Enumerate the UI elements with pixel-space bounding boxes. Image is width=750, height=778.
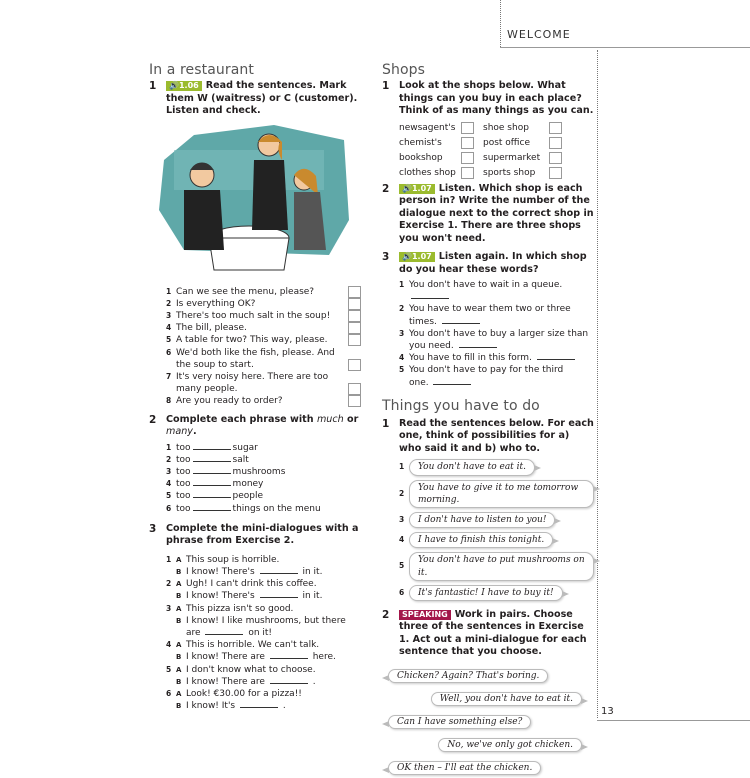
answer-blank[interactable] <box>205 627 243 635</box>
dialogue-line-a <box>166 688 361 700</box>
item-number: 6 <box>399 587 405 597</box>
exercise-3: 3 🔊1.07 Listen again. In which shop do you hear these words? <box>382 251 587 275</box>
exercise-1b: 1 Read the sentences below. For each one, think of possibilities for a) who said it and b) who to. <box>382 417 594 454</box>
list-item: 5 too people <box>166 491 264 502</box>
answer-box[interactable] <box>549 152 562 164</box>
list-item: 2 too salt <box>166 454 249 465</box>
line-text: here. <box>312 652 336 663</box>
speaker-label: B <box>176 567 182 576</box>
line-text: I know! There are <box>186 676 265 687</box>
line-text <box>186 676 316 688</box>
dialogue-line-a <box>166 554 361 566</box>
dialogue-row <box>388 755 594 778</box>
list-item: 1 Can we see the menu, please? <box>166 286 361 298</box>
item-number: 5 <box>399 365 405 375</box>
speaker-label: A <box>176 689 182 698</box>
answer-blank[interactable] <box>193 503 231 511</box>
exercise-2b: 2 SPEAKING Work in pairs. Choose three of the sentences in Exercise 1. Act out a mini-dialogue for each sentence that you choose. <box>382 608 587 658</box>
answer-box[interactable] <box>348 383 361 395</box>
item-text <box>409 328 588 352</box>
speaker-label: A <box>176 555 182 564</box>
dialogue-line-b <box>166 700 361 712</box>
dialogue-row <box>388 709 594 732</box>
list-item <box>399 352 594 364</box>
header-divider <box>500 0 501 47</box>
answer-box[interactable] <box>348 334 361 346</box>
item-number: 6 <box>166 688 172 698</box>
speech-bubble: You don't have to eat it. <box>409 459 535 475</box>
dialogue-line-b <box>166 590 361 602</box>
item-number: 5 <box>166 664 172 674</box>
answer-blank[interactable] <box>193 466 231 474</box>
item-text: You don't have to buy a larger size than <box>409 328 589 339</box>
line-text: on it! <box>248 627 273 638</box>
speaker-label: B <box>176 616 182 625</box>
exercise-1 <box>149 80 361 118</box>
answer-blank[interactable] <box>442 316 480 324</box>
item-number: 2 <box>399 488 405 498</box>
line-text: I don't know what to choose. <box>186 664 316 675</box>
audio-track-button[interactable]: 🔊1.07 <box>399 252 435 262</box>
list-item <box>399 583 594 603</box>
section-title: Things you have to do <box>382 397 540 414</box>
list-item <box>399 328 594 352</box>
line-text <box>186 566 322 578</box>
item-text <box>409 352 577 364</box>
page-number: 13 <box>601 706 614 717</box>
answer-blank[interactable] <box>411 291 449 299</box>
answer-blank[interactable] <box>193 454 231 462</box>
line-text: Ugh! I can't drink this coffee. <box>186 579 317 590</box>
dialogue-line-b <box>166 615 361 639</box>
answer-blank[interactable] <box>270 676 308 684</box>
spacer <box>166 615 176 639</box>
item-number: 3 <box>399 328 405 338</box>
item-text: You have to fill in this form. <box>409 353 532 364</box>
item-text: one. <box>409 377 429 388</box>
answer-blank[interactable] <box>240 700 278 708</box>
line-text: This pizza isn't so good. <box>186 603 294 614</box>
spacer <box>166 651 176 663</box>
item-number: 3 <box>166 603 172 613</box>
speaker-label: A <box>176 604 182 613</box>
item-text <box>409 364 563 388</box>
list-item <box>399 364 594 388</box>
speech-bubble: You have to give it to me tomorrow morning. <box>409 480 594 508</box>
item-text <box>409 303 571 327</box>
line-text: This is horrible. We can't talk. <box>186 640 320 651</box>
speaker-label: B <box>176 592 182 601</box>
audio-track-button[interactable]: 🔊1.07 <box>399 184 435 194</box>
answer-box[interactable] <box>348 395 361 407</box>
dialogue-row <box>388 732 594 755</box>
item-number: 4 <box>399 353 405 363</box>
item-number: 4 <box>399 535 405 545</box>
list-item: 2 Is everything OK? <box>166 298 361 310</box>
list-item <box>399 530 594 550</box>
answer-box[interactable] <box>461 152 474 164</box>
exercise-1: 1 Look at the shops below. What things can you buy in each place? Think of as many things as you can. <box>382 80 594 116</box>
answer-blank[interactable] <box>270 651 308 659</box>
list-item: 3 too mushrooms <box>166 466 286 477</box>
answer-box[interactable] <box>348 322 361 334</box>
dialogue-line-b <box>166 651 361 663</box>
answer-box[interactable] <box>461 137 474 149</box>
item-number: 2 <box>166 579 172 589</box>
exercise-2: 2 🔊1.07 Listen. Which shop is each person in? Write the number of the dialogue next to the correct shop in Exercise 1. There are three shops you won't need. <box>382 182 594 244</box>
answer-box[interactable] <box>549 167 562 179</box>
exercise-3: 3 Complete the mini-dialogues with a phrase from Exercise 2. <box>149 522 359 547</box>
answer-blank[interactable] <box>193 490 231 498</box>
list-item: 8 Are you ready to order? <box>166 395 361 407</box>
answer-box[interactable] <box>549 137 562 149</box>
line-text: in it. <box>302 591 323 602</box>
list-item <box>399 510 594 530</box>
line-text: I know! It's <box>186 701 236 712</box>
answer-blank[interactable] <box>193 478 231 486</box>
item-number: 3 <box>399 514 405 524</box>
speaker-label: B <box>176 702 182 711</box>
list-item: 5 A table for two? This way, please. <box>166 334 361 346</box>
spacer <box>166 676 176 688</box>
speech-bubble: I have to finish this tonight. <box>409 532 553 548</box>
list-item: 3 There's too much salt in the soup! <box>166 310 361 322</box>
answer-box[interactable] <box>348 286 361 298</box>
answer-blank[interactable] <box>260 566 298 574</box>
dialogue-line-a <box>166 664 361 676</box>
item-text: you need. <box>409 341 454 352</box>
line-text: I know! There's <box>186 591 255 602</box>
right-column <box>382 62 594 778</box>
footer-rule <box>597 720 750 721</box>
restaurant-illustration <box>154 120 354 280</box>
speech-bubble: I don't have to listen to you! <box>409 512 555 528</box>
sentence-bubbles <box>399 457 594 603</box>
answer-box[interactable] <box>549 122 562 134</box>
shop-grid: newsagent's shoe shop chemist's post office bookshop supermarket clothes shop sports shop <box>399 122 594 179</box>
line-text: Look! €30.00 for a pizza!! <box>186 688 302 699</box>
line-text: I know! I like mushrooms, but there are <box>186 615 346 638</box>
line-text <box>186 590 322 602</box>
speaker-label: A <box>176 580 182 589</box>
list-item <box>399 457 594 477</box>
spacer <box>166 590 176 602</box>
list-item: 6 We'd both like the fish, please. And the soup to start. <box>166 347 361 371</box>
answer-blank[interactable] <box>433 377 471 385</box>
dialogue-line-a <box>166 603 361 615</box>
speech-bubble: Can I have something else? <box>388 715 531 729</box>
line-text <box>186 615 361 639</box>
answer-blank[interactable] <box>459 340 497 348</box>
header-rule <box>500 47 750 48</box>
item-text <box>409 279 594 303</box>
line-text <box>186 651 336 663</box>
dialogue-line-a <box>166 639 361 651</box>
section-title: Shops <box>382 62 426 78</box>
exercise-2-items <box>166 442 361 515</box>
instruction: Read the sentences. Mark them W (waitress) or C (customer). Listen and check. <box>166 80 358 116</box>
speech-bubble: Chicken? Again? That's boring. <box>388 669 548 683</box>
exercise-number: 1 <box>149 80 157 92</box>
exercise-3-items <box>399 279 594 389</box>
answer-blank[interactable] <box>193 442 231 450</box>
list-item: 7 It's very noisy here. There are too many people. <box>166 371 361 395</box>
dialogue-bubbles <box>382 663 594 778</box>
speaker-label: A <box>176 665 182 674</box>
speech-bubble: OK then – I'll eat the chicken. <box>388 761 541 775</box>
answer-box[interactable] <box>348 298 361 310</box>
line-text <box>186 700 286 712</box>
answer-box[interactable] <box>348 310 361 322</box>
list-item: 4 too money <box>166 479 264 490</box>
audio-track-button[interactable]: 🔊1.06 <box>166 81 202 91</box>
exercise-2: 2 Complete each phrase with much or many. <box>149 413 359 438</box>
answer-box[interactable] <box>348 359 361 371</box>
left-column <box>149 62 361 712</box>
line-text: I know! There's <box>186 566 255 577</box>
line-text: This soup is horrible. <box>186 554 280 565</box>
list-item <box>399 303 594 327</box>
list-item: 4 The bill, please. <box>166 322 361 334</box>
line-text: I know! There are <box>186 652 265 663</box>
speech-bubble: It's fantastic! I have to buy it! <box>409 585 563 601</box>
speech-bubble: Well, you don't have to eat it. <box>431 692 582 706</box>
item-number: 1 <box>166 554 172 564</box>
item-number: 2 <box>399 304 405 314</box>
dialogue-line-a <box>166 578 361 590</box>
list-item <box>399 478 594 510</box>
speaker-label: B <box>176 677 182 686</box>
item-number: 1 <box>399 280 405 289</box>
answer-box[interactable] <box>461 122 474 134</box>
list-item <box>399 550 594 582</box>
dialogue-row <box>388 663 594 686</box>
line-text: . <box>312 676 316 687</box>
list-item: 6 too things on the menu <box>166 503 321 514</box>
speaking-badge: SPEAKING <box>399 610 451 620</box>
exercise-3-items <box>166 554 361 713</box>
list-item <box>399 279 594 303</box>
item-text: You have to wear them two or three <box>409 304 571 315</box>
speech-bubble: No, we've only got chicken. <box>438 738 582 752</box>
answer-blank[interactable] <box>260 590 298 598</box>
item-number: 4 <box>166 640 172 650</box>
item-text: times. <box>409 316 437 327</box>
spacer <box>166 566 176 578</box>
exercise-1-items <box>166 286 361 408</box>
margin-divider <box>597 50 598 718</box>
speaker-label: B <box>176 653 182 662</box>
line-text: . <box>282 701 286 712</box>
item-text: You don't have to pay for the third <box>409 365 564 376</box>
spacer <box>166 700 176 712</box>
dialogue-line-b <box>166 676 361 688</box>
answer-blank[interactable] <box>537 352 575 360</box>
list-item: 1 too sugar <box>166 442 258 453</box>
item-text: You don't have to wait in a queue. <box>409 280 563 290</box>
dialogue-row <box>388 686 594 709</box>
item-number: 1 <box>399 462 405 472</box>
dialogue-line-b <box>166 566 361 578</box>
answer-box[interactable] <box>461 167 474 179</box>
item-number: 5 <box>399 561 405 571</box>
line-text: in it. <box>302 566 323 577</box>
section-title: In a restaurant <box>149 62 254 78</box>
speech-bubble: You don't have to put mushrooms on it. <box>409 552 594 580</box>
speaker-label: A <box>176 641 182 650</box>
section-label: WELCOME <box>507 28 571 41</box>
